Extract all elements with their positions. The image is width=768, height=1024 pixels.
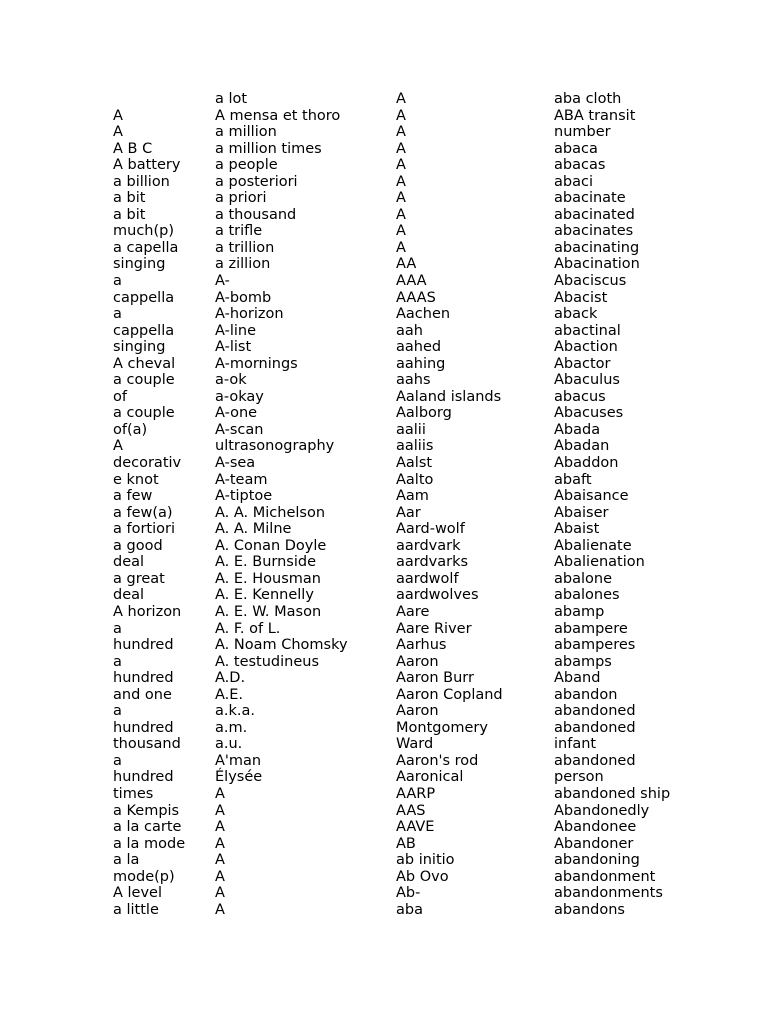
word-entry: hundred xyxy=(113,637,174,654)
word-entry: A-one xyxy=(215,405,258,422)
word-entry: Abaciscus xyxy=(554,273,627,290)
word-entry: Aard-wolf xyxy=(396,521,465,538)
word-entry: a-okay xyxy=(215,388,264,405)
word-entry: A xyxy=(113,438,123,455)
word-entry: a capella xyxy=(113,239,179,256)
word-entry: A-scan xyxy=(215,421,264,438)
word-entry: A horizon xyxy=(113,603,182,620)
word-entry: A xyxy=(215,819,225,836)
word-entry: aalii xyxy=(396,421,426,438)
word-entry: aardvark xyxy=(396,537,461,554)
word-entry: hundred xyxy=(113,719,174,736)
word-entry: A xyxy=(396,239,406,256)
word-entry: A cheval xyxy=(113,355,176,372)
word-entry: A-bomb xyxy=(215,289,272,306)
word-entry: Aam xyxy=(396,488,429,505)
word-entry: ABA transit xyxy=(554,107,636,124)
word-entry: abaca xyxy=(554,140,598,157)
word-entry: ab initio xyxy=(396,852,455,869)
word-entry: Aaland islands xyxy=(396,388,502,405)
word-entry: abactinal xyxy=(554,322,621,339)
word-entry: a people xyxy=(215,157,278,174)
word-entry: abacus xyxy=(554,388,606,405)
word-entry: abandonments xyxy=(554,885,663,902)
word-entry: a bit xyxy=(113,206,146,223)
word-entry: A-team xyxy=(215,471,268,488)
word-entry: A xyxy=(396,173,406,190)
word-entry: Aband xyxy=(554,670,601,687)
word-entry: Aachen xyxy=(396,306,451,323)
word-entry: Abactor xyxy=(554,355,611,372)
word-entry: A xyxy=(396,157,406,174)
word-entry: A-line xyxy=(215,322,257,339)
word-entry: A. E. Housman xyxy=(215,570,321,587)
word-entry: AB xyxy=(396,835,416,852)
word-entry: Abaisance xyxy=(554,488,629,505)
word-entry: Aaron's rod xyxy=(396,752,479,769)
word-entry: Abadan xyxy=(554,438,610,455)
word-entry: Aaron Burr xyxy=(396,670,474,687)
word-entry: A xyxy=(396,124,406,141)
word-entry: a.m. xyxy=(215,719,248,736)
word-entry: abacas xyxy=(554,157,606,174)
word-entry: deal xyxy=(113,587,145,604)
word-entry: A xyxy=(113,124,123,141)
word-entry: Montgomery xyxy=(396,719,488,736)
word-entry: ultrasonography xyxy=(215,438,335,455)
word-entry: abandoned xyxy=(554,752,636,769)
word-entry: of xyxy=(113,388,127,405)
word-entry: abamperes xyxy=(554,637,636,654)
word-entry: e knot xyxy=(113,471,159,488)
word-entry: hundred xyxy=(113,670,174,687)
word-entry: Élysée xyxy=(215,769,263,786)
word-entry: A xyxy=(396,91,406,107)
word-entry: A xyxy=(215,802,225,819)
word-entry: abalone xyxy=(554,570,612,587)
word-entry: a few xyxy=(113,488,153,505)
word-entry: Abada xyxy=(554,421,601,438)
word-entry: hundred xyxy=(113,769,174,786)
word-entry: A xyxy=(215,885,225,902)
word-entry: a xyxy=(113,653,122,670)
word-entry: a bit xyxy=(113,190,146,207)
word-entry: deal xyxy=(113,554,145,571)
word-entry: AA xyxy=(396,256,417,273)
word-entry: abandoned xyxy=(554,703,636,720)
word-entry: Aaron xyxy=(396,653,439,670)
word-entry: singing xyxy=(113,339,166,356)
word-entry: A level xyxy=(113,885,163,902)
word-entry: Aalborg xyxy=(396,405,452,422)
word-entry: Abandonedly xyxy=(554,802,650,819)
word-entry: Aaronical xyxy=(396,769,464,786)
word-entry: A. Noam Chomsky xyxy=(215,637,348,654)
word-entry: abamps xyxy=(554,653,612,670)
word-entry: A xyxy=(215,852,225,869)
word-entry: Abacist xyxy=(554,289,608,306)
word-entry: aahs xyxy=(396,372,431,389)
word-entry: a trillion xyxy=(215,239,275,256)
word-entry: Abalienation xyxy=(554,554,645,571)
word-entry: A-tiptoe xyxy=(215,488,273,505)
word-entry: a million xyxy=(215,124,277,141)
word-entry: abandonment xyxy=(554,868,656,885)
word-entry: Aalto xyxy=(396,471,434,488)
word-column-1 xyxy=(113,91,209,918)
word-entry: a xyxy=(113,703,122,720)
word-entry: cappella xyxy=(113,322,175,339)
word-entry: a xyxy=(113,273,122,290)
word-entry: Ab Ovo xyxy=(396,868,449,885)
word-entry: aba xyxy=(396,901,423,918)
word-entry: A xyxy=(396,107,406,124)
word-entry: Aaron xyxy=(396,703,439,720)
word-entry: mode(p) xyxy=(113,868,175,885)
word-entry: a.u. xyxy=(215,736,243,753)
word-entry: abandon xyxy=(554,686,618,703)
word-entry: aahed xyxy=(396,339,442,356)
word-entry: AAVE xyxy=(396,819,435,836)
word-entry: abampere xyxy=(554,620,628,637)
word-entry: A xyxy=(396,223,406,240)
word-entry: a Kempis xyxy=(113,802,180,819)
word-entry: a la xyxy=(113,852,140,869)
word-entry: aback xyxy=(554,306,598,323)
word-entry: a thousand xyxy=(215,206,297,223)
word-entry: A. testudineus xyxy=(215,653,320,670)
word-entry: a lot xyxy=(215,91,248,107)
word-entry: a posteriori xyxy=(215,173,298,190)
word-entry: a good xyxy=(113,537,163,554)
word-entry: abacinated xyxy=(554,206,635,223)
word-entry: A. F. of L. xyxy=(215,620,281,637)
word-entry: abacinate xyxy=(554,190,626,207)
word-entry: abalones xyxy=(554,587,620,604)
word-entry: abandoned xyxy=(554,719,636,736)
word-entry: Aare River xyxy=(396,620,472,637)
word-entry: Aalst xyxy=(396,455,433,472)
word-entry: A. A. Michelson xyxy=(215,504,326,521)
word-entry: A-horizon xyxy=(215,306,284,323)
word-entry: A. E. Burnside xyxy=(215,554,317,571)
word-entry: A.D. xyxy=(215,670,246,687)
word-entry: abandoned ship xyxy=(554,785,671,802)
word-entry: a few(a) xyxy=(113,504,173,521)
word-entry: AARP xyxy=(396,785,436,802)
word-entry: a million times xyxy=(215,140,322,157)
word-entry: A. Conan Doyle xyxy=(215,537,327,554)
word-entry: A xyxy=(396,206,406,223)
word-entry: decorativ xyxy=(113,455,182,472)
word-entry: a la mode xyxy=(113,835,186,852)
word-entry: Aarhus xyxy=(396,637,447,654)
word-entry: Abandoner xyxy=(554,835,634,852)
word-entry: Abalienate xyxy=(554,537,632,554)
word-entry: of(a) xyxy=(113,421,148,438)
word-entry: A battery xyxy=(113,157,181,174)
word-entry: A-list xyxy=(215,339,252,356)
word-entry: A xyxy=(215,785,225,802)
word-entry: singing xyxy=(113,256,166,273)
word-entry: a xyxy=(113,620,122,637)
word-entry: Aaron Copland xyxy=(396,686,503,703)
word-entry: much(p) xyxy=(113,223,174,240)
word-entry: infant xyxy=(554,736,597,753)
word-entry: a couple xyxy=(113,372,175,389)
word-entry: a-ok xyxy=(215,372,247,389)
word-entry: AAAS xyxy=(396,289,436,306)
word-entry: a xyxy=(113,752,122,769)
word-entry: abacinates xyxy=(554,223,634,240)
word-entry: Abandonee xyxy=(554,819,637,836)
word-entry: AAS xyxy=(396,802,426,819)
word-entry: Abaddon xyxy=(554,455,619,472)
word-entry: A. E. Kennelly xyxy=(215,587,314,604)
word-entry: person xyxy=(554,769,604,786)
word-entry: thousand xyxy=(113,736,181,753)
word-entry: A xyxy=(396,190,406,207)
word-entry: Abaiser xyxy=(554,504,609,521)
word-entry: a priori xyxy=(215,190,267,207)
word-entry: abamp xyxy=(554,603,605,620)
word-entry: a couple xyxy=(113,405,175,422)
word-entry: a zillion xyxy=(215,256,271,273)
word-entry: aahing xyxy=(396,355,446,372)
word-column-3 xyxy=(396,91,551,918)
word-entry: aardvarks xyxy=(396,554,469,571)
word-entry: Abaculus xyxy=(554,372,620,389)
word-entry: a great xyxy=(113,570,165,587)
word-entry: aba cloth xyxy=(554,91,622,107)
word-entry: A- xyxy=(215,273,230,290)
word-entry: A xyxy=(215,901,225,918)
word-entry: A mensa et thoro xyxy=(215,107,341,124)
word-entry: Abacuses xyxy=(554,405,624,422)
word-entry: a.k.a. xyxy=(215,703,255,720)
word-entry: Ward xyxy=(396,736,434,753)
word-entry: and one xyxy=(113,686,172,703)
word-entry: Aar xyxy=(396,504,421,521)
word-entry: A B C xyxy=(113,140,153,157)
word-entry: number xyxy=(554,124,611,141)
word-entry xyxy=(113,91,209,108)
word-entry: Abaist xyxy=(554,521,600,538)
word-entry: abandons xyxy=(554,901,625,918)
word-entry: A-mornings xyxy=(215,355,298,372)
word-entry: abaft xyxy=(554,471,592,488)
word-entry: aardwolf xyxy=(396,570,459,587)
word-entry: A. A. Milne xyxy=(215,521,292,538)
word-entry: aah xyxy=(396,322,423,339)
word-column-2 xyxy=(215,91,390,918)
word-column-4 xyxy=(554,91,754,918)
word-entry: a fortiori xyxy=(113,521,176,538)
word-entry: abaci xyxy=(554,173,593,190)
word-entry: A-sea xyxy=(215,455,256,472)
word-entry: aardwolves xyxy=(396,587,479,604)
word-entry: cappella xyxy=(113,289,175,306)
word-entry: abandoning xyxy=(554,852,640,869)
word-entry: times xyxy=(113,785,154,802)
word-entry: a billion xyxy=(113,173,170,190)
word-entry: AAA xyxy=(396,273,427,290)
word-entry: A.E. xyxy=(215,686,244,703)
word-entry: A xyxy=(113,107,123,124)
word-entry: Abaction xyxy=(554,339,618,356)
word-entry: abacinating xyxy=(554,239,640,256)
word-entry: aaliis xyxy=(396,438,434,455)
word-entry: a la carte xyxy=(113,819,182,836)
word-entry: a xyxy=(113,306,122,323)
word-entry: Abacination xyxy=(554,256,640,273)
word-entry: Aare xyxy=(396,603,430,620)
word-entry: A'man xyxy=(215,752,262,769)
word-entry: A xyxy=(215,868,225,885)
word-entry: A xyxy=(396,140,406,157)
word-entry: A xyxy=(215,835,225,852)
word-entry: a little xyxy=(113,901,159,918)
word-entry: Ab- xyxy=(396,885,421,902)
word-entry: a trifle xyxy=(215,223,263,240)
word-entry: A. E. W. Mason xyxy=(215,603,322,620)
